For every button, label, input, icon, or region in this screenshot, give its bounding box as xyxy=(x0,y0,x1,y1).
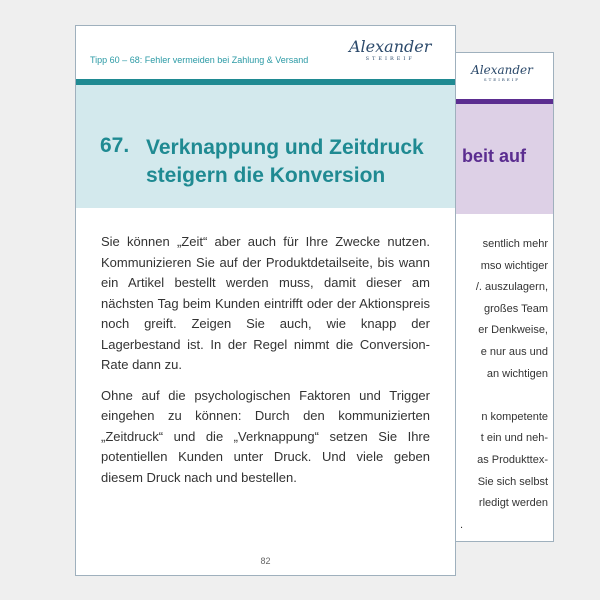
logo: Alexander STEIREIF xyxy=(349,37,432,62)
chapter-header: Tipp 60 – 68: Fehler vermeiden bei Zahlung & Versand xyxy=(90,55,309,65)
paragraph: Sie können „Zeit“ aber auch für Ihre Zwecke nutzen. Kommunizieren Sie auf der Produktdetailseite, bis wann ein Artikel bestellt werden muss, damit dieser am nächsten Tag beim Kunden eintrifft oder der Aktionspreis noch greift. Zeigen Sie auch, wie knapp der Lagerbestand ist. In der Regel nimmt die Conversion-Rate dann zu. xyxy=(101,234,430,372)
paragraph: sentlich mehr mso wichtiger /. auszulagern, großes Team er Denkweise, e nur aus und an wichtigen xyxy=(475,238,548,380)
front-page xyxy=(75,25,456,576)
tip-title: Verknappung und Zeitdruck steigern die Konversion xyxy=(146,136,424,187)
body-text xyxy=(101,232,430,498)
page-number: 82 xyxy=(260,556,271,566)
logo: Alexander STEIREIF xyxy=(471,63,533,82)
back-title: beit auf xyxy=(462,146,527,166)
paragraph: Ohne auf die psychologischen Faktoren und Trigger eingehen zu können: Durch den kommunizierten „Zeitdruck“ und die „Verknappung“ setzen Sie Ihre potentiellen Kunden unter Druck. Und viele geben diesem Druck nach und bestellen. xyxy=(101,387,430,485)
back-page xyxy=(453,52,554,542)
paragraph: n kompetente t ein und neh- as Produkttex- Sie sich selbst rledigt werden . xyxy=(460,410,548,531)
tip-number: 67. xyxy=(100,134,130,157)
back-body xyxy=(460,234,548,542)
